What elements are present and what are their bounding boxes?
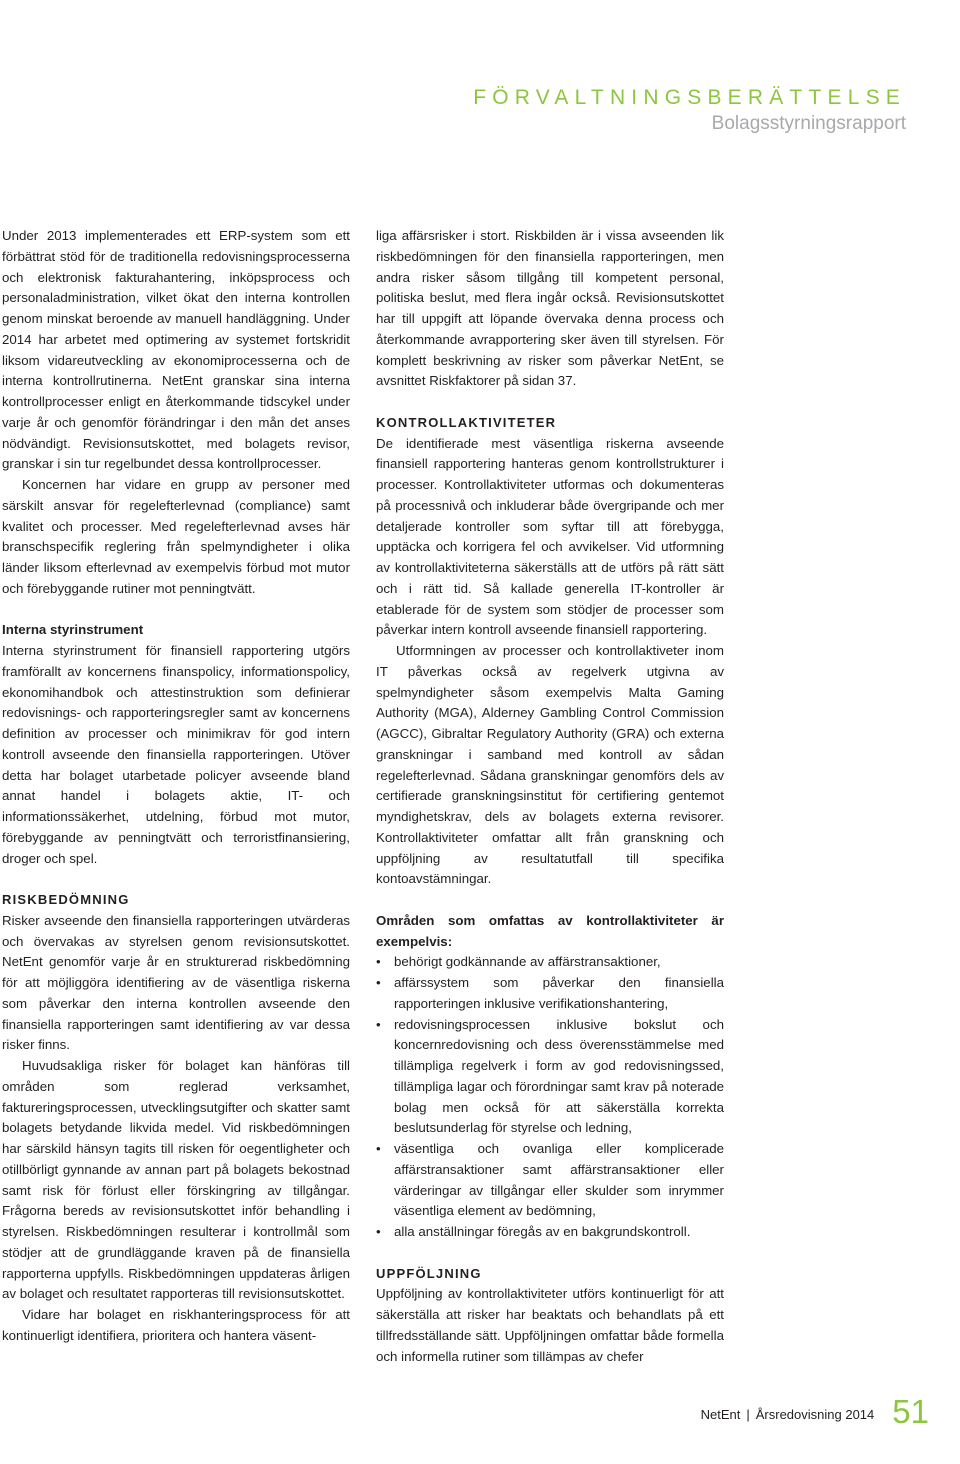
list-item: • redovisningsprocessen inklusive bokslut och koncernredovisning och dess överensstämmelse med tillämpliga regelverk i form av god redovisningssed, tillämpliga lagar och förordningar samt krav på noterade bolag men också för att säkerställa korrekta beslutsunderlag för styrelse och ledning, [376, 1015, 724, 1140]
list-item: • väsentliga och ovanliga eller komplicerade affärstransaktioner samt affärstransaktioner eller värderingar av tillgångar eller skulder som inrymmer väsentliga element av bedömning, [376, 1139, 724, 1222]
spacer [2, 869, 350, 890]
heading-kontrollaktiviteter: KONTROLLAKTIVITETER [376, 414, 557, 430]
spacer [376, 1243, 724, 1264]
left-column [2, 226, 350, 1347]
heading-omraden: Områden som omfattas av kontrollaktiviteter är exempelvis: [376, 912, 724, 949]
section-title: FÖRVALTNINGSBERÄTTELSE [473, 86, 906, 109]
page-subtitle: Bolagsstyrningsrapport [711, 113, 906, 134]
heading-uppfoljning: UPPFÖLJNING [376, 1265, 482, 1281]
paragraph-compliance: Koncernen har vidare en grupp av personer med särskilt ansvar för regelefterlevnad (compliance) samt kvalitet och processer. Med regelefterlevnad avses här branschspecifik reglering från spelmyndigheter i olika länder liksom efterlevnad av exempelvis förbud mot mutor och förebyggande rutiner mot penningtvätt. [2, 477, 350, 596]
spacer [376, 392, 724, 413]
paragraph-affarsrisker: liga affärsrisker i stort. Riskbilden är i vissa avseenden lik riskbedömningen för den finansiella rapporteringen, men andra risker såsom tillgång till kompetent personal, politiska beslut, med flera ingår också. Revisionsutskottet har till uppgift att löpande övervaka denna process och återkommande avrapportering sker även till styrelsen. För komplett beskrivning av risker som påverkar NetEnt, se avsnittet Riskfaktorer på sidan 37. [376, 228, 724, 389]
paragraph-riskhantering: Vidare har bolaget en riskhanteringsprocess för att kontinuerligt identifiera, prioritera och hantera väsent- [2, 1307, 350, 1343]
heading-riskbedomning: RISKBEDÖMNING [2, 892, 130, 907]
footer-brand: NetEnt [700, 1407, 741, 1422]
page-footer [701, 1395, 929, 1428]
spacer [376, 890, 724, 911]
paragraph-risker: Risker avseende den finansiella rapporteringen utvärderas och övervakas av styrelsen genom revisionsutskottet. NetEnt genomför varje år en strukturerad riskbedömning för att möjliggöra identifiering av de väsentliga riskerna som påverkar den interna kontrollen avseende den finansiella rapporteringen samt identifiering av var dessa risker finns. [2, 912, 350, 1053]
paragraph-erp: Under 2013 implementerades ett ERP-system som ett förbättrat stöd för de traditionella redovisningsprocesserna och elektronisk fakturahantering, inköpsprocess och personaladministration, vilket ökat den interna kontrollen genom minskat beroende av manuell handläggning. Under 2014 har arbetet med optimering av systemet fortskridit liksom vidareutveckling av ekonomiprocesserna och de interna kontrollrutinerna. NetEnt granskar sina interna kontrollprocesser enligt en återkommande tidscykel under varje år och genomför förändringar i den mån det anses nödvändigt. Revisionsutskottet, med bolagets revisor, granskar i sin tur regelbundet dessa kontrollprocesser. [2, 228, 350, 472]
paragraph-utformning: Utformningen av processer och kontrollaktiveter inom IT påverkas också av regelverk utgivna av spelmyndigheter såsom exempelvis Malta Gaming Authority (MGA), Alderney Gambling Control Commission (AGCC), Gibraltar Regulatory Authority (GRA) och externa granskningar i samband med kontroll av sådan regelefterlevnad. Sådana granskningar genomförs dels av certifierade granskningsinstitut för certifiering gentemot myndighetskrav, dels av bolagets externa revisorer. Kontrollaktiviteter omfattar allt från granskning och uppföljning av resultatutfall till specifika kontoavstämningar. [376, 643, 724, 887]
page-number: 51 [892, 1393, 929, 1430]
paragraph-kontrollstrukturer: De identifierade mest väsentliga riskerna avseende finansiell rapportering hanteras genom kontrollstrukturer i processer. Kontrollaktiviteter utformas och dokumenteras på processnivå och inkluderar både övergripande och mer detaljerade kontroller som syftar till att förebygga, upptäcka och korrigera fel och avvikelser. Vid utformning av kontrollaktiviteterna säkerställs att de utförs på rätt sätt och i rätt tid. Så kallade generella IT-kontroller är etablerade för de system som stödjer de processer som påverkar intern kontroll avseende finansiell rapportering. [376, 435, 724, 638]
paragraph-styrinstrument: Interna styrinstrument för finansiell rapportering utgörs framförallt av koncernens finanspolicy, informationspolicy, ekonomihandbok och attestinstruktion som definierar redovisnings- och rapporteringsregler samt av koncernens definition av processer och minimikrav för god intern kontroll avseende den finansiella rapporteringen. Utöver detta har bolaget utarbetade policyer avseende bland annat handel i bolagets aktie, IT- och informationssäkerhet, utdelning, förbud mot mutor, förebyggande av penningtvätt och terroristfinansiering, droger och spel. [2, 643, 350, 866]
list-item: • alla anställningar föregås av en bakgrundskontroll. [376, 1222, 724, 1243]
bullet-list [376, 952, 724, 1243]
footer-separator: | [746, 1407, 750, 1422]
spacer [2, 600, 350, 621]
paragraph-uppfoljning: Uppföljning av kontrollaktiviteter utförs kontinuerligt för att säkerställa att risker har beaktats och behandlats på ett tillfredsställande sätt. Uppföljningen omfattar både formella och informella rutiner som tillämpas av chefer [376, 1286, 724, 1364]
list-item: • affärssystem som påverkar den finansiella rapporteringen inklusive verifikationshantering, [376, 973, 724, 1015]
list-item: • behörigt godkännande av affärstransaktioner, [376, 952, 724, 973]
footer-report-title: Årsredovisning 2014 [755, 1407, 875, 1422]
paragraph-huvudsakliga-risker: Huvudsakliga risker för bolaget kan hänföras till områden som reglerad verksamhet, faktureringsprocessen, utvecklingsutgifter och skatter samt bolagets betydande likvida medel. Vid riskbedömningen har särskild hänsyn tagits till risken för oegentligheter och otillbörligt gynnande av annan part på bolagets bekostnad samt risk för förlust eller förskingring av tillgångar. Frågorna bereds av revisionsutskottet inför behandling i styrelsen. Riskbedömningen resulterar i kontrollmål som stödjer att de grundläggande kraven på de finansiella rapporterna uppfylls. Riskbedömningen uppdateras årligen av bolaget och resultatet rapporteras till revisionsutskottet. [2, 1058, 350, 1302]
right-column [376, 226, 724, 1367]
heading-interna-styrinstrument: Interna styrinstrument [2, 622, 144, 638]
